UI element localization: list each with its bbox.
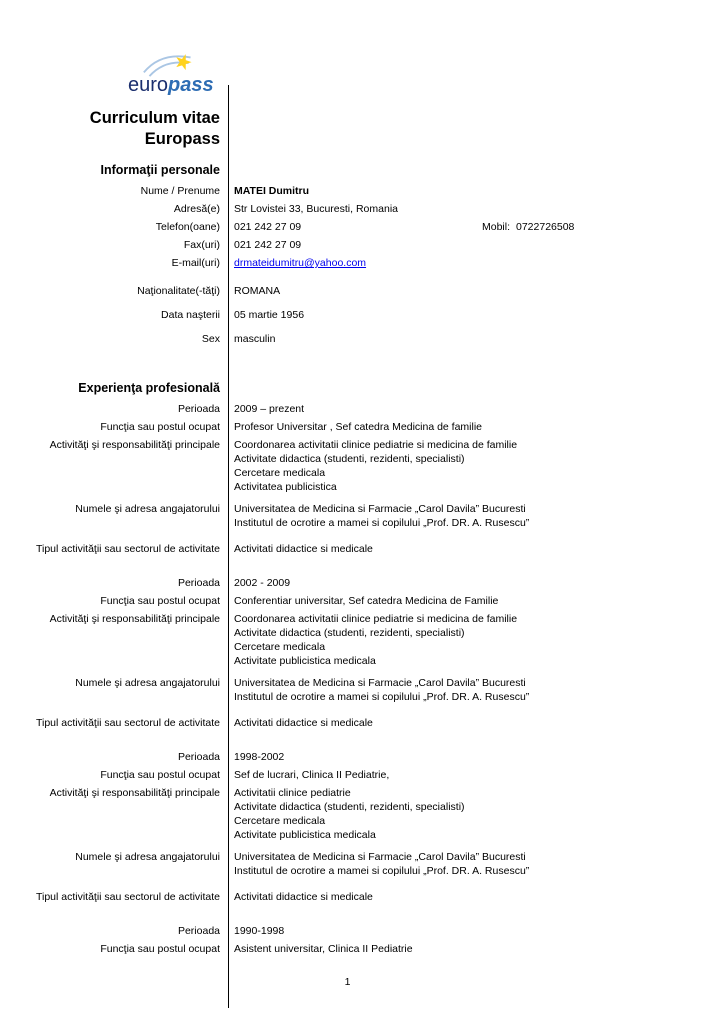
field-row xyxy=(0,220,724,238)
value-line: Activitatea publicistica xyxy=(234,481,337,493)
field-label: E-mail(uri) xyxy=(171,257,220,269)
section-heading: Informaţii personale xyxy=(100,163,220,177)
title-line-2: Europass xyxy=(144,130,220,148)
value-line: Institutul de ocrotire a mamei si copilului „Prof. DR. A. Rusescu” xyxy=(234,691,530,703)
section-heading-row xyxy=(0,162,724,184)
field-value xyxy=(228,786,724,842)
field-label: Activităţi şi responsabilităţi principale xyxy=(49,439,220,451)
value-line: Profesor Universitar , Sef catedra Medicina de familie xyxy=(234,421,483,433)
field-value xyxy=(228,750,724,764)
field-label: Numele şi adresa angajatorului xyxy=(75,851,220,863)
field-row xyxy=(0,850,724,882)
field-value xyxy=(228,202,724,216)
field-label: Numele şi adresa angajatorului xyxy=(75,677,220,689)
email-link[interactable]: drmateidumitru@yahoo.com xyxy=(234,257,367,269)
field-row xyxy=(0,332,724,350)
field-label: Funcţia sau postul ocupat xyxy=(100,595,220,607)
field-value xyxy=(228,594,724,608)
cv-rows xyxy=(0,162,724,960)
europass-logo xyxy=(128,50,228,95)
field-value xyxy=(228,850,724,878)
field-label: Telefon(oane) xyxy=(155,221,220,233)
field-label: Sex xyxy=(201,333,220,345)
field-row xyxy=(0,284,724,302)
field-label: Perioada xyxy=(177,925,220,937)
value-line: Asistent universitar, Clinica II Pediatrie xyxy=(234,943,413,955)
field-value xyxy=(228,220,724,234)
value-line: Universitatea de Medicina si Farmacie „Carol Davila” Bucuresti xyxy=(234,851,526,863)
value-line: Universitatea de Medicina si Farmacie „Carol Davila” Bucuresti xyxy=(234,503,526,515)
value-line: 021 242 27 09 xyxy=(234,221,302,233)
field-value xyxy=(228,542,724,556)
field-row xyxy=(0,786,724,846)
field-label: Funcţia sau postul ocupat xyxy=(100,421,220,433)
field-value xyxy=(228,676,724,704)
value-line: Coordonarea activitatii clinice pediatrie si medicina de familie xyxy=(234,613,518,625)
logo-pass-text: pass xyxy=(168,74,214,96)
field-label: Perioada xyxy=(177,403,220,415)
field-value xyxy=(228,576,724,590)
field-row xyxy=(0,612,724,672)
field-value xyxy=(228,332,724,346)
value-line: Activitate publicistica medicala xyxy=(234,655,376,667)
value-line: Activitati didactice si medicale xyxy=(234,891,373,903)
mobile-value: 0722726508 xyxy=(516,221,575,233)
field-value xyxy=(228,768,724,782)
value-line: Activitate publicistica medicala xyxy=(234,829,376,841)
field-row xyxy=(0,676,724,708)
field-value xyxy=(228,890,724,904)
field-label: Perioada xyxy=(177,577,220,589)
field-label: Tipul activităţii sau sectorul de activitate xyxy=(35,543,220,555)
field-row xyxy=(0,594,724,612)
value-line: Activitati didactice si medicale xyxy=(234,543,373,555)
field-row xyxy=(0,890,724,908)
value-line: 2002 - 2009 xyxy=(234,577,291,589)
field-row xyxy=(0,502,724,534)
value-line: masculin xyxy=(234,333,276,345)
field-value xyxy=(228,402,724,416)
value-line: 1990-1998 xyxy=(234,925,285,937)
title-line-1: Curriculum vitae xyxy=(89,109,220,127)
field-label: Perioada xyxy=(177,751,220,763)
field-row xyxy=(0,750,724,768)
value-line: Activitate didactica (studenti, rezidenti, specialisti) xyxy=(234,627,465,639)
field-value xyxy=(228,438,724,494)
value-line: Institutul de ocrotire a mamei si copilului „Prof. DR. A. Rusescu” xyxy=(234,517,530,529)
page-number: 1 xyxy=(344,976,351,988)
field-label: Data naşterii xyxy=(161,309,220,321)
field-value xyxy=(228,284,724,298)
europass-logo-text xyxy=(128,75,228,95)
field-row xyxy=(0,420,724,438)
field-value xyxy=(228,380,724,396)
value-line: Activitatii clinice pediatrie xyxy=(234,787,351,799)
field-value xyxy=(228,502,724,530)
document-title xyxy=(0,108,228,150)
value-line xyxy=(234,256,724,270)
field-value xyxy=(228,716,724,730)
value-line: Cercetare medicala xyxy=(234,467,326,479)
field-row xyxy=(0,402,724,420)
field-row xyxy=(0,308,724,326)
field-value xyxy=(228,612,724,668)
field-value xyxy=(228,420,724,434)
field-label: Activităţi şi responsabilităţi principale xyxy=(49,613,220,625)
value-line: Institutul de ocrotire a mamei si copilului „Prof. DR. A. Rusescu” xyxy=(234,865,530,877)
field-row xyxy=(0,942,724,960)
value-line: ROMANA xyxy=(234,285,281,297)
field-label: Numele şi adresa angajatorului xyxy=(75,503,220,515)
field-row xyxy=(0,576,724,594)
field-row xyxy=(0,438,724,498)
value-line: 021 242 27 09 xyxy=(234,239,302,251)
value-line: 05 martie 1956 xyxy=(234,309,305,321)
value-line: Conferentiar universitar, Sef catedra Medicina de Familie xyxy=(234,595,499,607)
field-row xyxy=(0,924,724,942)
field-row xyxy=(0,768,724,786)
field-row xyxy=(0,202,724,220)
field-label: Naţionalitate(-tăţi) xyxy=(137,285,220,297)
field-value xyxy=(228,942,724,956)
field-value xyxy=(228,308,724,322)
mobile-label: Mobil: xyxy=(482,221,511,233)
value-line: Cercetare medicala xyxy=(234,641,326,653)
value-line: Sef de lucrari, Clinica II Pediatrie, xyxy=(234,769,390,781)
field-label: Tipul activităţii sau sectorul de activitate xyxy=(35,891,220,903)
value-line: Coordonarea activitatii clinice pediatrie si medicina de familie xyxy=(234,439,518,451)
field-row xyxy=(0,184,724,202)
field-value xyxy=(228,924,724,938)
value-line: Cercetare medicala xyxy=(234,815,326,827)
field-label: Activităţi şi responsabilităţi principale xyxy=(49,787,220,799)
field-label: Tipul activităţii sau sectorul de activitate xyxy=(35,717,220,729)
field-value xyxy=(228,184,724,198)
field-row xyxy=(0,542,724,560)
value-line: 2009 – prezent xyxy=(234,403,305,415)
field-value xyxy=(228,162,724,178)
field-value xyxy=(228,238,724,252)
section-heading-row xyxy=(0,380,724,402)
field-label: Funcţia sau postul ocupat xyxy=(100,769,220,781)
value-line: Str Lovistei 33, Bucuresti, Romania xyxy=(234,203,398,215)
field-row xyxy=(0,238,724,256)
value-line: Activitate didactica (studenti, rezidenti, specialisti) xyxy=(234,453,465,465)
value-line: Universitatea de Medicina si Farmacie „Carol Davila” Bucuresti xyxy=(234,677,526,689)
field-value xyxy=(228,256,724,270)
value-line: Activitate didactica (studenti, rezidenti, specialisti) xyxy=(234,801,465,813)
field-label: Adresă(e) xyxy=(173,203,220,215)
field-label: Nume / Prenume xyxy=(140,185,220,197)
value-line: Activitati didactice si medicale xyxy=(234,717,373,729)
field-label: Funcţia sau postul ocupat xyxy=(100,943,220,955)
value-line: MATEI Dumitru xyxy=(234,185,310,197)
field-row xyxy=(0,256,724,274)
logo-euro-text: euro xyxy=(128,74,169,96)
field-label: Fax(uri) xyxy=(183,239,220,251)
field-row xyxy=(0,716,724,734)
value-line: 1998-2002 xyxy=(234,751,285,763)
section-heading: Experienţa profesională xyxy=(78,381,220,395)
